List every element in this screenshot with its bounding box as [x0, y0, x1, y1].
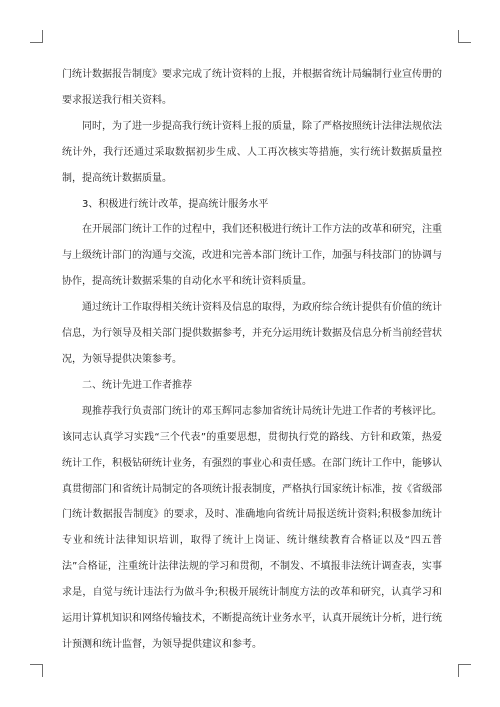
crop-mark-bottom-left: [30, 664, 43, 677]
paragraph-information: 通过统计工作取得相关统计资料及信息的取得，为政府综合统计提供有价值的统计信息，为行领导及相关部门提供数据参考，并充分运用统计数据及信息分析当前经营状况，为领导提供决策参考。: [62, 302, 442, 365]
document-body: [62, 62, 442, 658]
paragraph-reform: 在开展部门统计工作的过程中，我们还积极进行统计工作方法的改革和研究，注重与上级统计部门的沟通与交流，改进和完善本部门统计工作，加强与科技部门的协调与协作，提高统计数据采集的自动化水平和统计资料质量。: [62, 224, 442, 288]
crop-mark-top-left: [30, 30, 43, 43]
paragraph-quality-control: 同时，为了进一步提高我行统计资料上报的质量，除了严格按照统计法律法规依法统计外，我行还通过采取数据初步生成、人工再次核实等措施，实行统计数据质量控制，提高统计数据质量。: [62, 120, 442, 184]
paragraph-recommendation: 现推荐我行负责部门统计的邓玉辉同志参加省统计局统计先进工作者的考核评比。该同志认真学习实践“三个代表”的重要思想，贯彻执行党的路线、方针和政策，热爱统计工作，积极钻研统计业务，有强烈的事业心和责任感。在部门统计工作中，能够认真贯彻部门和省统计局制定的各项统计报表制度，严格执行国家统计标准，按《省级部门统计数据报告制度》的要求，及时、准确地向省统计局报送统计资料;积极参加统计专业和统计法律知识培训，取得了统计上岗证、统计继续教育合格证以及“四五普法”合格证，注重统计法律法规的学习和贯彻，不制发、不填报非法统计调查表，实事求是，自觉与统计违法行为做斗争;积极开展统计制度方法的改革和研究，认真学习和运用计算机知识和网络传输技术，不断提高统计业务水平，认真开展统计分析，进行统计预测和统计监督，为领导提供建议和参考。: [62, 405, 442, 650]
section-heading-reform: 3、积极进行统计改革，提高统计服务水平: [82, 198, 269, 210]
crop-mark-top-right: [458, 30, 471, 43]
paragraph-continuation: 门统计数据报告制度》要求完成了统计资料的上报，并根据省统计局编制行业宣传册的要求报送我行相关资料。: [62, 69, 442, 106]
crop-mark-bottom-right: [458, 664, 471, 677]
section-heading-recommendation: 二、统计先进工作者推荐: [82, 379, 192, 391]
